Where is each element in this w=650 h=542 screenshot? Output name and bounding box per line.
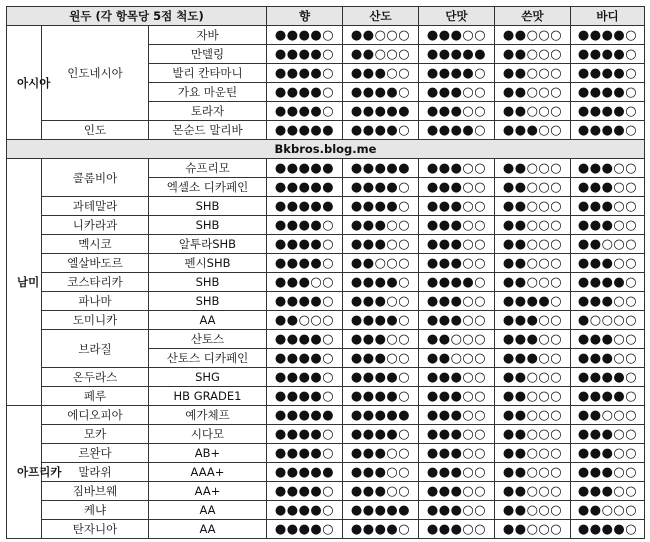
bean-name-cell: SHB — [149, 197, 267, 216]
country-cell: 콜롬비아 — [42, 159, 149, 197]
rating-bitterness: ●●○○○ — [495, 425, 571, 444]
rating-sweetness: ●●●○○ — [419, 102, 495, 121]
rating-bitterness: ●●○○○ — [495, 178, 571, 197]
bean-name-cell: AB+ — [149, 444, 267, 463]
bean-name-cell: 시다모 — [149, 425, 267, 444]
rating-body: ●●●○○ — [571, 178, 645, 197]
rating-bitterness: ●●○○○ — [495, 26, 571, 45]
table-row — [7, 520, 645, 539]
rating-aroma: ●●●●○ — [267, 387, 343, 406]
table-row — [7, 254, 645, 273]
rating-aroma: ●●●●○ — [267, 349, 343, 368]
rating-bitterness: ●●○○○ — [495, 254, 571, 273]
rating-aroma: ●●●○○ — [267, 273, 343, 292]
rating-aroma: ●●●●○ — [267, 45, 343, 64]
rating-bitterness: ●●○○○ — [495, 216, 571, 235]
country-cell: 코스타리카 — [42, 273, 149, 292]
rating-acidity: ●●●●○ — [343, 311, 419, 330]
rating-aroma: ●●●●○ — [267, 330, 343, 349]
country-cell: 탄자니아 — [42, 520, 149, 539]
rating-body: ●●○○○ — [571, 501, 645, 520]
attribute-header-body: 바디 — [571, 7, 645, 26]
rating-acidity: ●●●●● — [343, 102, 419, 121]
rating-bitterness: ●●○○○ — [495, 501, 571, 520]
rating-sweetness: ●●●○○ — [419, 425, 495, 444]
rating-acidity: ●●●●○ — [343, 520, 419, 539]
rating-bitterness: ●●○○○ — [495, 273, 571, 292]
rating-aroma: ●●●●○ — [267, 64, 343, 83]
country-cell: 니카라과 — [42, 216, 149, 235]
country-cell: 도미니카 — [42, 311, 149, 330]
table-row — [7, 235, 645, 254]
rating-body: ●●●○○ — [571, 254, 645, 273]
rating-sweetness: ●●○○○ — [419, 349, 495, 368]
rating-sweetness: ●●●○○ — [419, 520, 495, 539]
bean-name-cell: AAA+ — [149, 463, 267, 482]
rating-bitterness: ●●○○○ — [495, 406, 571, 425]
rating-sweetness: ●●●●● — [419, 45, 495, 64]
rating-acidity: ●●●●○ — [343, 387, 419, 406]
country-cell: 온두라스 — [42, 368, 149, 387]
bean-name-cell: 산토스 — [149, 330, 267, 349]
bean-column-header: 원두 (각 항목당 5점 척도) — [7, 7, 267, 26]
bean-name-cell: AA — [149, 501, 267, 520]
rating-aroma: ●●●●○ — [267, 501, 343, 520]
rating-bitterness: ●●○○○ — [495, 368, 571, 387]
bean-name-cell: 몬순드 말리바 — [149, 121, 267, 140]
rating-body: ●●○○○ — [571, 406, 645, 425]
rating-aroma: ●●●●● — [267, 178, 343, 197]
bean-name-cell: 알투라SHB — [149, 235, 267, 254]
rating-aroma: ●●●●● — [267, 463, 343, 482]
bean-name-cell: 발리 칸타마니 — [149, 64, 267, 83]
rating-acidity: ●●●●● — [343, 501, 419, 520]
table-row — [7, 387, 645, 406]
country-cell: 파나마 — [42, 292, 149, 311]
rating-bitterness: ●●●○○ — [495, 349, 571, 368]
rating-body: ●●●○○ — [571, 292, 645, 311]
rating-aroma: ●●●●● — [267, 121, 343, 140]
coffee-rating-table — [6, 6, 645, 539]
brand-row — [7, 140, 645, 159]
table-row — [7, 463, 645, 482]
brand-text: Bkbros.blog.me — [7, 140, 645, 159]
rating-bitterness: ●●○○○ — [495, 159, 571, 178]
rating-sweetness: ●●●○○ — [419, 501, 495, 520]
bean-name-cell: 엑셀소 디카페인 — [149, 178, 267, 197]
rating-acidity: ●●●●○ — [343, 178, 419, 197]
table-row — [7, 425, 645, 444]
rating-aroma: ●●●●○ — [267, 102, 343, 121]
rating-body: ●●●●○ — [571, 102, 645, 121]
bean-name-cell: 산토스 디카페인 — [149, 349, 267, 368]
country-cell: 과테말라 — [42, 197, 149, 216]
rating-body: ●●●●○ — [571, 273, 645, 292]
rating-bitterness: ●●○○○ — [495, 387, 571, 406]
rating-acidity: ●●●●○ — [343, 83, 419, 102]
rating-sweetness: ●●●●○ — [419, 121, 495, 140]
rating-body: ●●●○○ — [571, 197, 645, 216]
rating-body: ●●●●○ — [571, 64, 645, 83]
rating-sweetness: ●●●○○ — [419, 216, 495, 235]
rating-aroma: ●●●●○ — [267, 425, 343, 444]
table-row — [7, 273, 645, 292]
rating-body: ●●●●○ — [571, 83, 645, 102]
country-cell: 에디오피아 — [42, 406, 149, 425]
attribute-header-aroma: 향 — [267, 7, 343, 26]
rating-acidity: ●●●○○ — [343, 463, 419, 482]
rating-aroma: ●●●●○ — [267, 368, 343, 387]
rating-body: ●●●○○ — [571, 463, 645, 482]
bean-name-cell: 자바 — [149, 26, 267, 45]
table-row — [7, 330, 645, 349]
rating-acidity: ●●●●○ — [343, 197, 419, 216]
rating-sweetness: ●●●●○ — [419, 273, 495, 292]
rating-aroma: ●●●●○ — [267, 444, 343, 463]
table-row — [7, 26, 645, 45]
country-cell: 인도 — [42, 121, 149, 140]
rating-sweetness: ●●●○○ — [419, 197, 495, 216]
rating-sweetness: ●●●○○ — [419, 159, 495, 178]
rating-acidity: ●●○○○ — [343, 26, 419, 45]
bean-name-cell: SHB — [149, 273, 267, 292]
rating-sweetness: ●●●○○ — [419, 235, 495, 254]
country-cell: 케냐 — [42, 501, 149, 520]
rating-aroma: ●●●●○ — [267, 235, 343, 254]
rating-bitterness: ●●○○○ — [495, 64, 571, 83]
country-cell: 브라질 — [42, 330, 149, 368]
rating-aroma: ●●●●● — [267, 406, 343, 425]
rating-body: ●●●●○ — [571, 26, 645, 45]
rating-bitterness: ●●○○○ — [495, 463, 571, 482]
table-row — [7, 292, 645, 311]
rating-bitterness: ●●●○○ — [495, 330, 571, 349]
bean-name-cell: AA+ — [149, 482, 267, 501]
rating-sweetness: ●●●○○ — [419, 254, 495, 273]
rating-body: ●●●○○ — [571, 482, 645, 501]
rating-bitterness: ●●○○○ — [495, 83, 571, 102]
rating-acidity: ●●○○○ — [343, 45, 419, 64]
rating-acidity: ●●●○○ — [343, 482, 419, 501]
rating-aroma: ●●●●○ — [267, 520, 343, 539]
rating-aroma: ●●○○○ — [267, 311, 343, 330]
rating-sweetness: ●●●○○ — [419, 178, 495, 197]
bean-name-cell: SHG — [149, 368, 267, 387]
table-body — [7, 26, 645, 539]
table-row — [7, 501, 645, 520]
rating-sweetness: ●●●○○ — [419, 444, 495, 463]
rating-body: ●●●○○ — [571, 425, 645, 444]
table-row — [7, 197, 645, 216]
rating-sweetness: ●●●○○ — [419, 368, 495, 387]
rating-sweetness: ●●●●○ — [419, 64, 495, 83]
table-row — [7, 482, 645, 501]
rating-bitterness: ●●○○○ — [495, 197, 571, 216]
country-cell: 페루 — [42, 387, 149, 406]
rating-bitterness: ●●○○○ — [495, 235, 571, 254]
country-cell: 인도네시아 — [42, 26, 149, 121]
region-label: 남미 — [17, 275, 40, 289]
bean-name-cell: SHB — [149, 216, 267, 235]
country-cell: 모카 — [42, 425, 149, 444]
rating-bitterness: ●●○○○ — [495, 520, 571, 539]
table-row — [7, 121, 645, 140]
country-cell: 짐바브웨 — [42, 482, 149, 501]
rating-sweetness: ●●●○○ — [419, 463, 495, 482]
bean-name-cell: SHB — [149, 292, 267, 311]
rating-bitterness: ●●●○○ — [495, 121, 571, 140]
region-cell — [7, 159, 42, 406]
table-row — [7, 368, 645, 387]
rating-bitterness: ●●○○○ — [495, 102, 571, 121]
rating-body: ●●●●○ — [571, 368, 645, 387]
country-cell: 르완다 — [42, 444, 149, 463]
rating-bitterness: ●●●○○ — [495, 311, 571, 330]
rating-aroma: ●●●●● — [267, 197, 343, 216]
rating-sweetness: ●●●○○ — [419, 83, 495, 102]
rating-bitterness: ●●○○○ — [495, 444, 571, 463]
rating-body: ●●●○○ — [571, 349, 645, 368]
table-row — [7, 311, 645, 330]
rating-sweetness: ●●●○○ — [419, 292, 495, 311]
rating-sweetness: ●●●○○ — [419, 406, 495, 425]
rating-aroma: ●●●●● — [267, 159, 343, 178]
rating-acidity: ●●●●○ — [343, 273, 419, 292]
rating-body: ●●○○○ — [571, 235, 645, 254]
rating-body: ●○○○○ — [571, 311, 645, 330]
rating-acidity: ●●●●○ — [343, 368, 419, 387]
bean-name-cell: 가요 마운틴 — [149, 83, 267, 102]
attribute-header-bitterness: 쓴맛 — [495, 7, 571, 26]
rating-body: ●●●○○ — [571, 330, 645, 349]
rating-body: ●●●○○ — [571, 444, 645, 463]
rating-body: ●●●●○ — [571, 121, 645, 140]
rating-body: ●●●●○ — [571, 387, 645, 406]
rating-aroma: ●●●●○ — [267, 83, 343, 102]
country-cell: 말라위 — [42, 463, 149, 482]
rating-sweetness: ●●●○○ — [419, 482, 495, 501]
rating-acidity: ●●●○○ — [343, 292, 419, 311]
bean-name-cell: 예가체프 — [149, 406, 267, 425]
table-row — [7, 216, 645, 235]
rating-body: ●●●○○ — [571, 216, 645, 235]
rating-body: ●●●●○ — [571, 520, 645, 539]
table-row — [7, 159, 645, 178]
rating-sweetness: ●●●○○ — [419, 26, 495, 45]
rating-aroma: ●●●●○ — [267, 292, 343, 311]
rating-body: ●●●○○ — [571, 159, 645, 178]
rating-body: ●●●●○ — [571, 45, 645, 64]
rating-acidity: ●●●●○ — [343, 425, 419, 444]
rating-aroma: ●●●●○ — [267, 216, 343, 235]
rating-aroma: ●●●●○ — [267, 482, 343, 501]
country-cell: 엘살바도르 — [42, 254, 149, 273]
table-row — [7, 444, 645, 463]
bean-name-cell: 만델링 — [149, 45, 267, 64]
region-cell — [7, 26, 51, 140]
rating-aroma: ●●●●○ — [267, 254, 343, 273]
rating-sweetness: ●●●○○ — [419, 387, 495, 406]
bean-name-cell: HB GRADE1 — [149, 387, 267, 406]
bean-name-cell: AA — [149, 520, 267, 539]
region-label: 아시아 — [17, 75, 51, 90]
rating-acidity: ●●●○○ — [343, 235, 419, 254]
rating-acidity: ●●○○○ — [343, 254, 419, 273]
rating-acidity: ●●●○○ — [343, 444, 419, 463]
rating-bitterness: ●●○○○ — [495, 482, 571, 501]
rating-acidity: ●●●●● — [343, 406, 419, 425]
region-label: 아프리카 — [17, 465, 62, 479]
rating-acidity: ●●●○○ — [343, 349, 419, 368]
rating-acidity: ●●●○○ — [343, 216, 419, 235]
country-cell: 멕시코 — [42, 235, 149, 254]
rating-acidity: ●●●●● — [343, 159, 419, 178]
region-cell — [7, 406, 62, 539]
rating-acidity: ●●●○○ — [343, 330, 419, 349]
header-row — [7, 7, 645, 26]
bean-name-cell: 토라자 — [149, 102, 267, 121]
bean-name-cell: 슈프리모 — [149, 159, 267, 178]
rating-bitterness: ●●○○○ — [495, 45, 571, 64]
bean-name-cell: AA — [149, 311, 267, 330]
table-row — [7, 406, 645, 425]
attribute-header-acidity: 산도 — [343, 7, 419, 26]
rating-acidity: ●●●●○ — [343, 121, 419, 140]
bean-name-cell: 펜시SHB — [149, 254, 267, 273]
rating-sweetness: ●●●○○ — [419, 311, 495, 330]
attribute-header-sweetness: 단맛 — [419, 7, 495, 26]
rating-acidity: ●●●○○ — [343, 64, 419, 83]
rating-aroma: ●●●●○ — [267, 26, 343, 45]
rating-sweetness: ●●○○○ — [419, 330, 495, 349]
rating-bitterness: ●●●●○ — [495, 292, 571, 311]
